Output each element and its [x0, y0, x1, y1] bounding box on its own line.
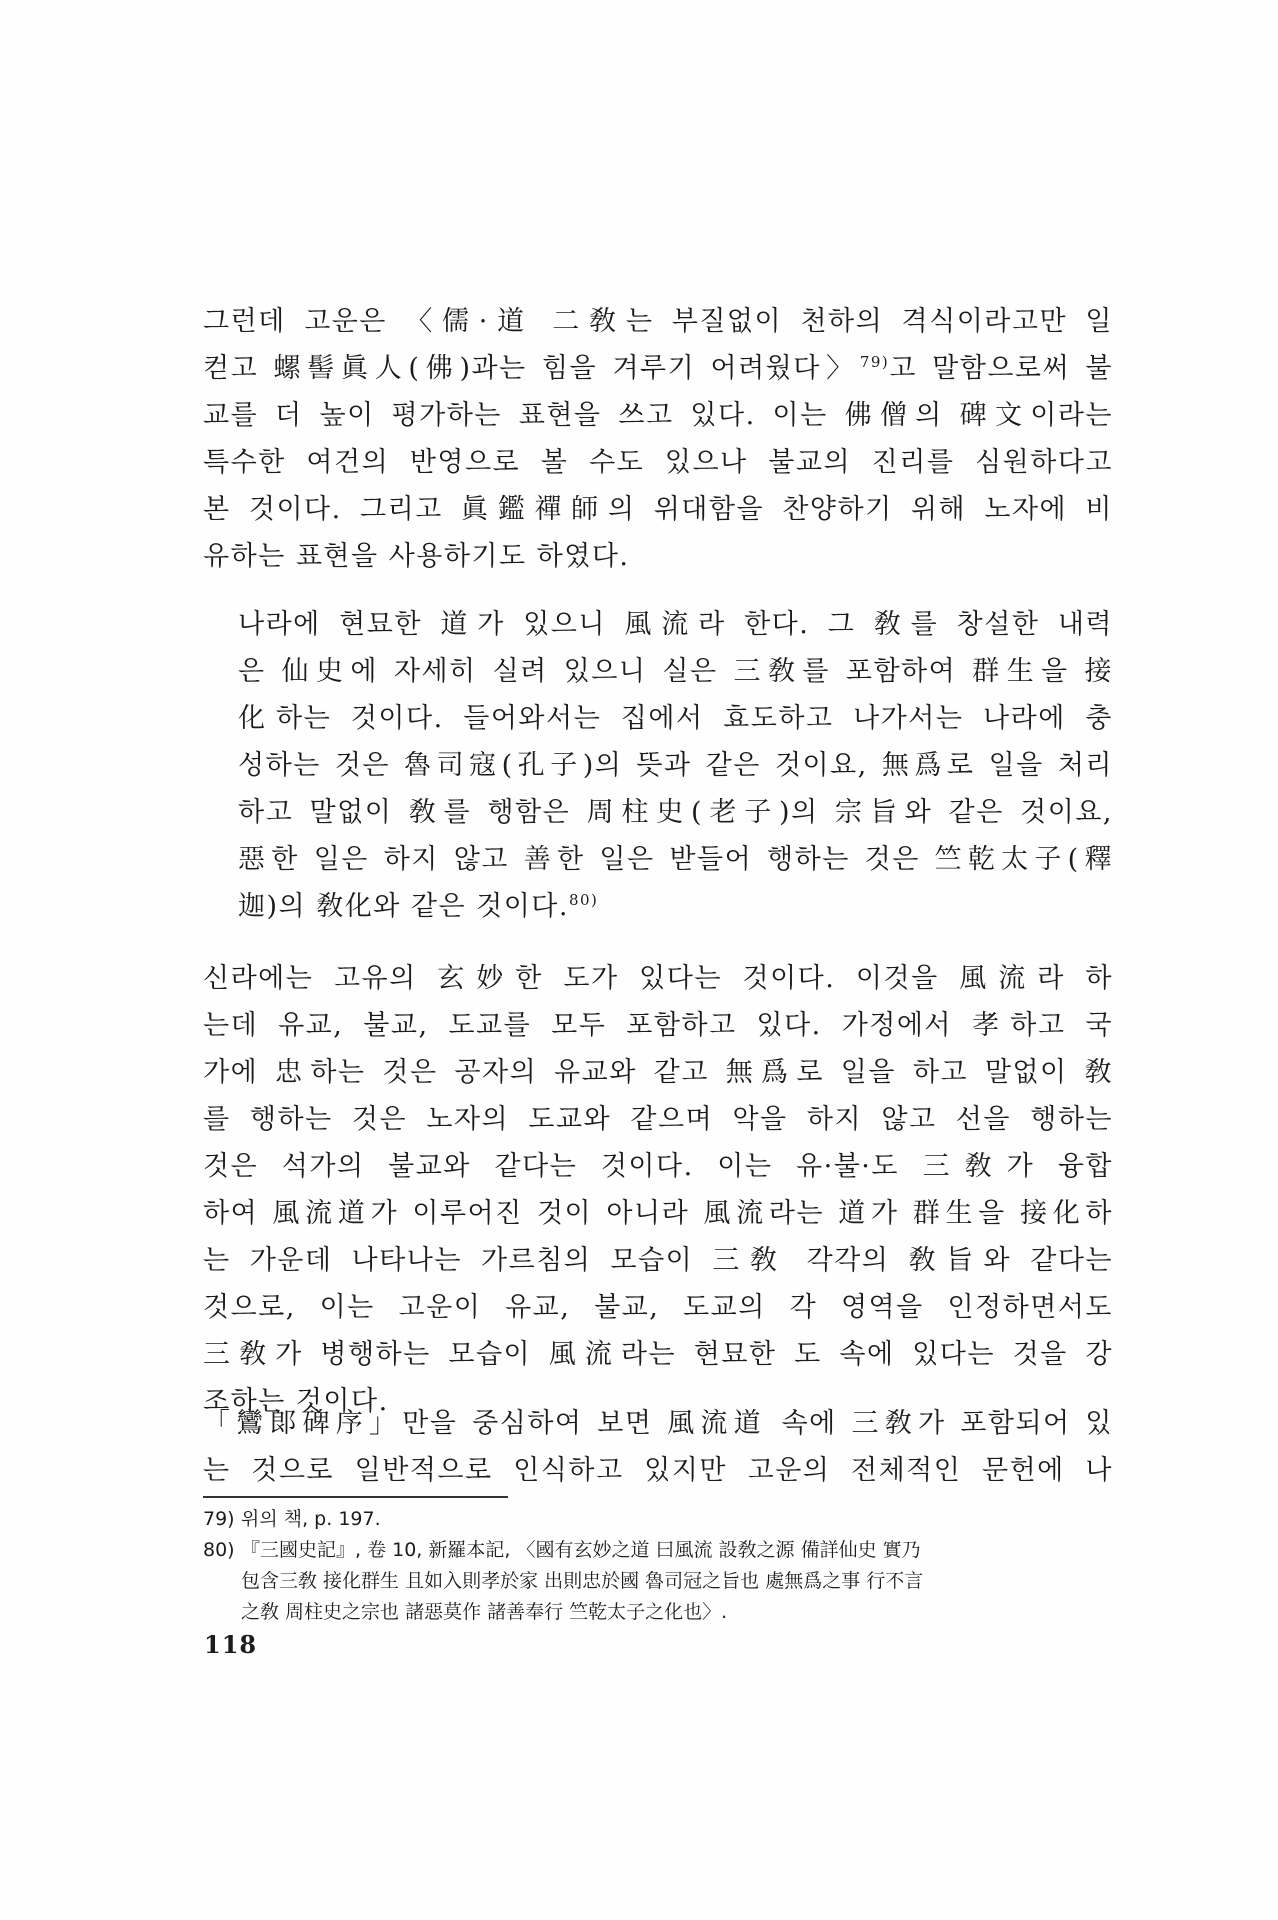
- quote-line: 惡한 일은 하지 않고 善한 일은 받들어 행하는 것은 竺乾太子(釋: [238, 844, 1113, 875]
- text-line: 것은 석가의 불교와 같다는 것이다. 이는 유·불·도 三敎가 융합: [203, 1151, 1113, 1182]
- text-line: 「鸞郞碑序」만을 중심하여 보면 風流道 속에 三敎가 포함되어 있: [203, 1408, 1113, 1439]
- text-line: 유하는 표현을 사용하기도 하였다.: [203, 541, 630, 572]
- text-line: 를 행하는 것은 노자의 도교와 같으며 악을 하지 않고 선을 행하는: [203, 1104, 1113, 1135]
- text-span: 고 말함으로써 불: [889, 353, 1113, 384]
- quote-line: 나라에 현묘한 道가 있으니 風流라 한다. 그 敎를 창설한 내력: [238, 609, 1113, 640]
- paragraph-1: [203, 298, 1113, 580]
- text-line: 는데 유교, 불교, 도교를 모두 포함하고 있다. 가정에서 孝하고 국: [203, 1010, 1113, 1041]
- text-line: 신라에는 고유의 玄妙한 도가 있다는 것이다. 이것을 風流라 하: [203, 963, 1113, 994]
- text-line: 三敎가 병행하는 모습이 風流라는 현묘한 도 속에 있다는 것을 강: [203, 1339, 1113, 1370]
- footnote-ref-79: 79): [859, 353, 890, 371]
- paragraph-2: [203, 955, 1113, 1425]
- footnote-line: 之敎 周柱史之宗也 諸惡莫作 諸善奉行 竺乾太子之化也〉.: [241, 1601, 728, 1623]
- text-line: 본 것이다. 그리고 眞鑑禪師의 위대함을 찬양하기 위해 노자에 비: [203, 494, 1113, 525]
- text-span: 迦)의 敎化와 같은 것이다.: [238, 891, 569, 922]
- paragraph-3: [203, 1400, 1113, 1494]
- footnote-80: [203, 1535, 1113, 1628]
- footnote-number: 80): [203, 1539, 235, 1561]
- text-line: 가에 忠하는 것은 공자의 유교와 같고 無爲로 일을 하고 말없이 敎: [203, 1057, 1113, 1088]
- footnote-body: [241, 1535, 923, 1628]
- footnote-line: 包含三敎 接化群生 且如入則孝於家 出則忠於國 魯司冠之旨也 處無爲之事 行不言: [241, 1570, 924, 1592]
- quote-line: 은 仙史에 자세히 실려 있으니 실은 三敎를 포함하여 群生을 接: [238, 656, 1113, 687]
- text-line: 그런데 고운은 〈儒·道 二敎는 부질없이 천하의 격식이라고만 일: [203, 306, 1113, 337]
- text-line: 하여 風流道가 이루어진 것이 아니라 風流라는 道가 群生을 接化하: [203, 1198, 1113, 1229]
- text-line: [203, 345, 1113, 392]
- text-line: 것으로, 이는 고운이 유교, 불교, 도교의 각 영역을 인정하면서도: [203, 1292, 1113, 1323]
- footnote-text: 위의 책, p. 197.: [241, 1508, 381, 1530]
- text-line: 는 가운데 나타나는 가르침의 모습이 三敎 각각의 敎旨와 같다는: [203, 1245, 1113, 1276]
- footnote-ref-80: 80): [568, 891, 599, 909]
- quote-line: 化하는 것이다. 들어와서는 집에서 효도하고 나가서는 나라에 충: [238, 703, 1113, 734]
- footnote-divider: [203, 1496, 508, 1498]
- page-number: 118: [204, 1630, 258, 1659]
- quote-line: 성하는 것은 魯司寇(孔子)의 뜻과 같은 것이요, 無爲로 일을 처리: [238, 750, 1113, 781]
- block-quote: [238, 601, 1113, 930]
- quote-line: [238, 883, 1113, 930]
- footnote-number: 79): [203, 1508, 235, 1530]
- text-line: 는 것으로 일반적으로 인식하고 있지만 고운의 전체적인 문헌에 나: [203, 1455, 1113, 1486]
- text-span: 컫고 螺髻眞人(佛)과는 힘을 겨루기 어려웠다〉: [203, 353, 860, 384]
- quote-line: 하고 말없이 敎를 행함은 周柱史(老子)의 宗旨와 같은 것이요,: [238, 797, 1113, 828]
- footnote-79: [203, 1504, 1113, 1535]
- text-line: 교를 더 높이 평가하는 표현을 쓰고 있다. 이는 佛僧의 碑文이라는: [203, 400, 1113, 431]
- footnote-line: 『三國史記』, 卷 10, 新羅本記, 〈國有玄妙之道 曰風流 設敎之源 備詳仙史 實乃: [241, 1539, 921, 1561]
- footnotes: [203, 1504, 1113, 1628]
- text-line: 특수한 여건의 반영으로 볼 수도 있으나 불교의 진리를 심원하다고: [203, 447, 1113, 478]
- text-line: 조하는 것이다.: [203, 1386, 389, 1417]
